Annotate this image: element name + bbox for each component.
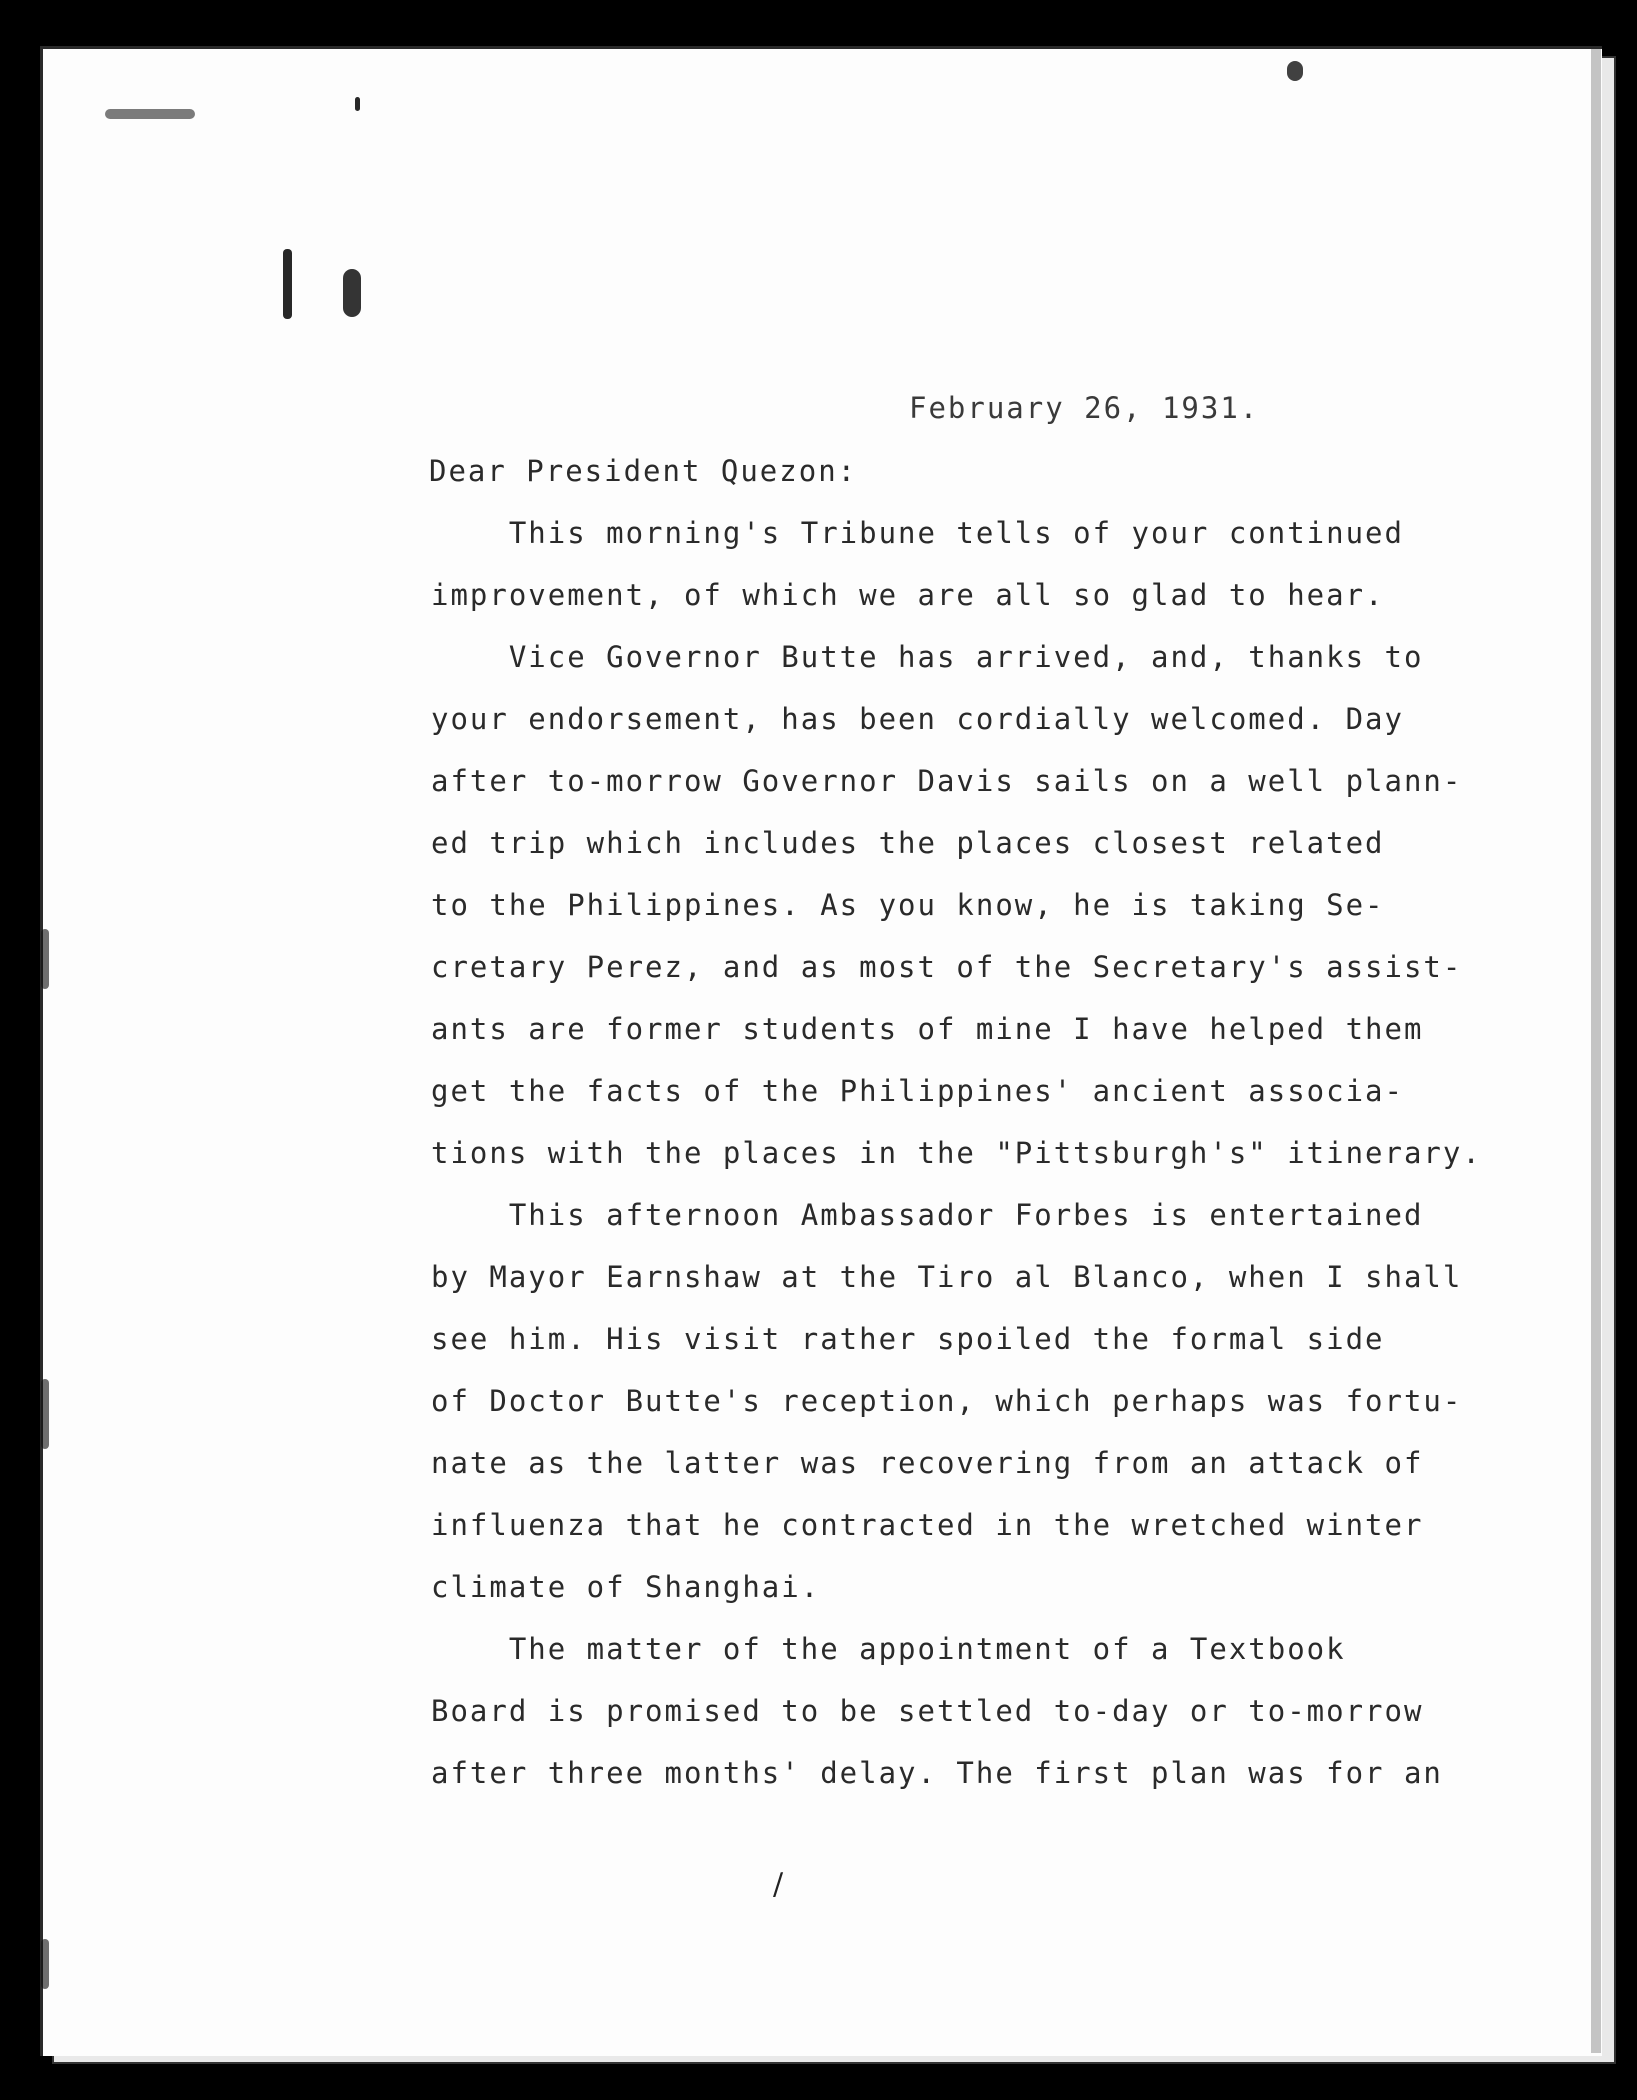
body-line: The matter of the appointment of a Textbook bbox=[431, 1632, 1346, 1666]
ink-smudge bbox=[105, 109, 195, 119]
body-line: of Doctor Butte's reception, which perhaps was fortu- bbox=[431, 1384, 1463, 1418]
body-line: tions with the places in the "Pittsburgh's" itinerary. bbox=[431, 1136, 1482, 1170]
letter-date: February 26, 1931. bbox=[909, 391, 1260, 425]
letter-salutation: Dear President Quezon: bbox=[429, 454, 858, 488]
body-line: by Mayor Earnshaw at the Tiro al Blanco, when I shall bbox=[431, 1260, 1463, 1294]
body-line: Board is promised to be settled to-day or to-morrow bbox=[431, 1694, 1424, 1728]
body-line: get the facts of the Philippines' ancient associa- bbox=[431, 1074, 1404, 1108]
body-line: cretary Perez, and as most of the Secretary's assist- bbox=[431, 950, 1463, 984]
body-line: This morning's Tribune tells of your continued bbox=[431, 516, 1404, 550]
ink-smudge bbox=[283, 249, 292, 319]
body-line: This afternoon Ambassador Forbes is entertained bbox=[431, 1198, 1424, 1232]
body-line: ants are former students of mine I have helped them bbox=[431, 1012, 1424, 1046]
pen-mark: / bbox=[773, 1867, 784, 1902]
body-line: ed trip which includes the places closest related bbox=[431, 826, 1385, 860]
letter-body bbox=[431, 516, 1482, 1809]
letter-page bbox=[40, 46, 1602, 2056]
ink-smudge bbox=[355, 97, 360, 111]
ink-smudge bbox=[41, 1939, 49, 1989]
body-line: see him. His visit rather spoiled the formal side bbox=[431, 1322, 1385, 1356]
body-line: influenza that he contracted in the wretched winter bbox=[431, 1508, 1424, 1542]
body-line: to the Philippines. As you know, he is taking Se- bbox=[431, 888, 1385, 922]
ink-smudge bbox=[343, 269, 361, 317]
ink-smudge bbox=[41, 929, 49, 989]
body-line: improvement, of which we are all so glad to hear. bbox=[431, 578, 1385, 612]
body-line: after three months' delay. The first plan was for an bbox=[431, 1756, 1443, 1790]
body-line: nate as the latter was recovering from an attack of bbox=[431, 1446, 1424, 1480]
body-line: Vice Governor Butte has arrived, and, thanks to bbox=[431, 640, 1424, 674]
body-line: after to-morrow Governor Davis sails on a well plann- bbox=[431, 764, 1463, 798]
body-line: climate of Shanghai. bbox=[431, 1570, 821, 1604]
ink-smudge bbox=[41, 1379, 49, 1449]
body-line: your endorsement, has been cordially welcomed. Day bbox=[431, 702, 1404, 736]
ink-smudge bbox=[1287, 61, 1303, 81]
page-edge-shadow bbox=[1591, 49, 1601, 2053]
